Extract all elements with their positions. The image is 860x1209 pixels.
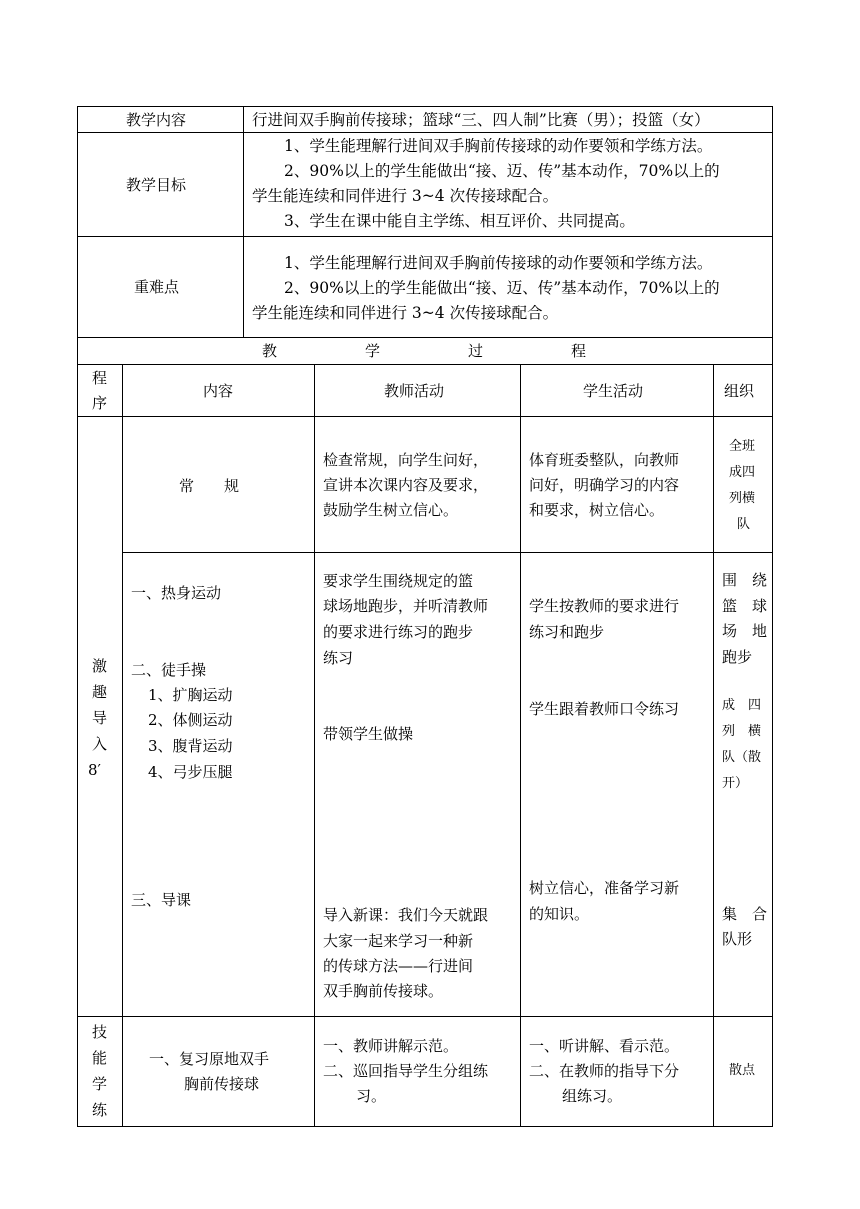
routine-content: 常 规 bbox=[179, 477, 240, 495]
teacher-warmup-line: 练习 bbox=[323, 649, 354, 667]
goal-line: 学生能连续和同伴进行 3~4 次传接球配合。 bbox=[252, 187, 559, 205]
org-gym-line: 列 横 bbox=[722, 724, 762, 739]
stage2-org: 散点 bbox=[729, 1063, 756, 1078]
teacher-warmup-line: 的要求进行练习的跑步 bbox=[323, 623, 474, 641]
routine-teacher-line: 鼓励学生树立信心。 bbox=[323, 501, 459, 519]
teacher-intro-line: 的传球方法——行进间 bbox=[323, 957, 474, 975]
row-divider bbox=[77, 1016, 773, 1017]
org-warmup-line: 场 地 bbox=[722, 622, 768, 640]
student-intro-line: 的知识。 bbox=[529, 905, 590, 923]
org-gym-line: 成 四 bbox=[722, 698, 762, 713]
goal-line: 3、学生在课中能自主学练、相互评价、共同提高。 bbox=[284, 212, 635, 230]
routine-student-line: 问好，明确学习的内容 bbox=[529, 476, 680, 494]
gym-item: 4、弓步压腿 bbox=[148, 763, 233, 781]
stage2-student-line: 二、在教师的指导下分 bbox=[529, 1062, 680, 1080]
gym-item: 2、体侧运动 bbox=[148, 711, 233, 729]
row-divider bbox=[77, 132, 773, 133]
org-warmup-line: 跑步 bbox=[722, 648, 753, 666]
org-warmup-line: 篮 球 bbox=[722, 597, 768, 615]
stage2-step-char: 学 bbox=[92, 1075, 108, 1093]
stage2-step-char: 技 bbox=[92, 1023, 108, 1041]
row-divider bbox=[77, 337, 773, 338]
process-title-char: 过 bbox=[468, 342, 484, 360]
table-border-top bbox=[77, 106, 773, 107]
content-label: 教学内容 bbox=[126, 111, 187, 129]
process-title-char: 学 bbox=[365, 342, 381, 360]
row-divider bbox=[77, 236, 773, 237]
table-border-bottom bbox=[77, 1126, 773, 1127]
stage2-step-char: 练 bbox=[92, 1101, 108, 1119]
teacher-warmup-line: 要求学生围绕规定的篮 bbox=[323, 572, 474, 590]
teacher-intro-line: 双手胸前传接球。 bbox=[323, 982, 444, 1000]
col-header-student: 学生活动 bbox=[583, 382, 644, 400]
org-gym-line: 开） bbox=[722, 776, 749, 791]
goal-line: 2、90%以上的学生能做出“接、迈、传”基本动作，70%以上的 bbox=[284, 162, 720, 180]
stage2-step-char: 能 bbox=[92, 1049, 108, 1067]
goal-label: 教学目标 bbox=[126, 176, 187, 194]
student-warmup-line: 练习和跑步 bbox=[529, 623, 605, 641]
teacher-warmup-line: 球场地跑步，并听清教师 bbox=[323, 597, 489, 615]
key-label: 重难点 bbox=[134, 278, 180, 296]
key-line: 学生能连续和同伴进行 3~4 次传接球配合。 bbox=[252, 304, 559, 322]
routine-org-line: 成四 bbox=[729, 465, 756, 480]
org-intro-line: 队形 bbox=[722, 930, 753, 948]
stage2-student-line: 组练习。 bbox=[562, 1087, 623, 1105]
routine-org-line: 全班 bbox=[729, 439, 756, 454]
org-intro-line: 集 合 bbox=[722, 905, 768, 923]
org-gym-line: 队（散 bbox=[722, 750, 762, 765]
student-intro-line: 树立信心，准备学习新 bbox=[529, 879, 680, 897]
process-title-char: 程 bbox=[571, 342, 587, 360]
col-divider bbox=[520, 364, 521, 1127]
teacher-gym: 带领学生做操 bbox=[323, 725, 414, 743]
row-divider bbox=[77, 416, 773, 417]
warmup-title: 一、热身运动 bbox=[131, 584, 222, 602]
stage2-teacher-line: 习。 bbox=[356, 1087, 387, 1105]
key-line: 1、学生能理解行进间双手胸前传接球的动作要领和学练方法。 bbox=[284, 254, 713, 272]
stage1-step-char: 激 bbox=[92, 657, 108, 675]
gym-item: 1、扩胸运动 bbox=[148, 686, 233, 704]
col-header-content: 内容 bbox=[203, 382, 234, 400]
key-line: 2、90%以上的学生能做出“接、迈、传”基本动作，70%以上的 bbox=[284, 279, 720, 297]
row-divider bbox=[77, 364, 773, 365]
teacher-intro-line: 导入新课：我们今天就跟 bbox=[323, 906, 489, 924]
col-header-org: 组织 bbox=[724, 382, 755, 400]
col-header-teacher: 教师活动 bbox=[384, 382, 445, 400]
stage1-step-char: 导 bbox=[92, 709, 108, 727]
gym-item: 3、腹背运动 bbox=[148, 737, 233, 755]
col-header-step: 序 bbox=[92, 394, 108, 412]
routine-teacher-line: 检查常规，向学生问好， bbox=[323, 451, 489, 469]
stage1-step-char: 8′ bbox=[88, 761, 101, 779]
stage2-teacher-line: 二、巡回指导学生分组练 bbox=[323, 1062, 489, 1080]
stage2-student-line: 一、听讲解、看示范。 bbox=[529, 1037, 680, 1055]
routine-teacher-line: 宣讲本次课内容及要求， bbox=[323, 476, 489, 494]
stage2-teacher-line: 一、教师讲解示范。 bbox=[323, 1037, 459, 1055]
stage2-content-line: 胸前传接球 bbox=[184, 1075, 260, 1093]
student-warmup-line: 学生按教师的要求进行 bbox=[529, 597, 680, 615]
table-border-left bbox=[77, 106, 78, 1127]
routine-student-line: 和要求，树立信心。 bbox=[529, 501, 665, 519]
org-warmup-line: 围 绕 bbox=[722, 571, 768, 589]
col-divider bbox=[243, 106, 244, 338]
col-divider bbox=[713, 364, 714, 1127]
process-title-char: 教 bbox=[262, 342, 278, 360]
row-divider bbox=[122, 552, 773, 553]
stage1-step-char: 趣 bbox=[92, 683, 108, 701]
stage2-content-line: 一、复习原地双手 bbox=[149, 1050, 270, 1068]
routine-org-line: 列横 bbox=[729, 491, 756, 506]
table-border-right bbox=[772, 106, 773, 1127]
intro-title: 三、导课 bbox=[131, 891, 192, 909]
col-header-step: 程 bbox=[92, 369, 108, 387]
routine-org-line: 队 bbox=[737, 517, 751, 532]
col-divider bbox=[122, 364, 123, 1127]
goal-line: 1、学生能理解行进间双手胸前传接球的动作要领和学练方法。 bbox=[284, 137, 713, 155]
teacher-intro-line: 大家一起来学习一种新 bbox=[323, 932, 474, 950]
routine-student-line: 体育班委整队，向教师 bbox=[529, 451, 680, 469]
stage1-step-char: 入 bbox=[92, 735, 108, 753]
gym-title: 二、徒手操 bbox=[131, 661, 207, 679]
student-gym: 学生跟着教师口令练习 bbox=[529, 700, 680, 718]
content-value: 行进间双手胸前传接球；篮球“三、四人制”比赛（男）；投篮（女） bbox=[252, 111, 710, 129]
col-divider bbox=[314, 364, 315, 1127]
